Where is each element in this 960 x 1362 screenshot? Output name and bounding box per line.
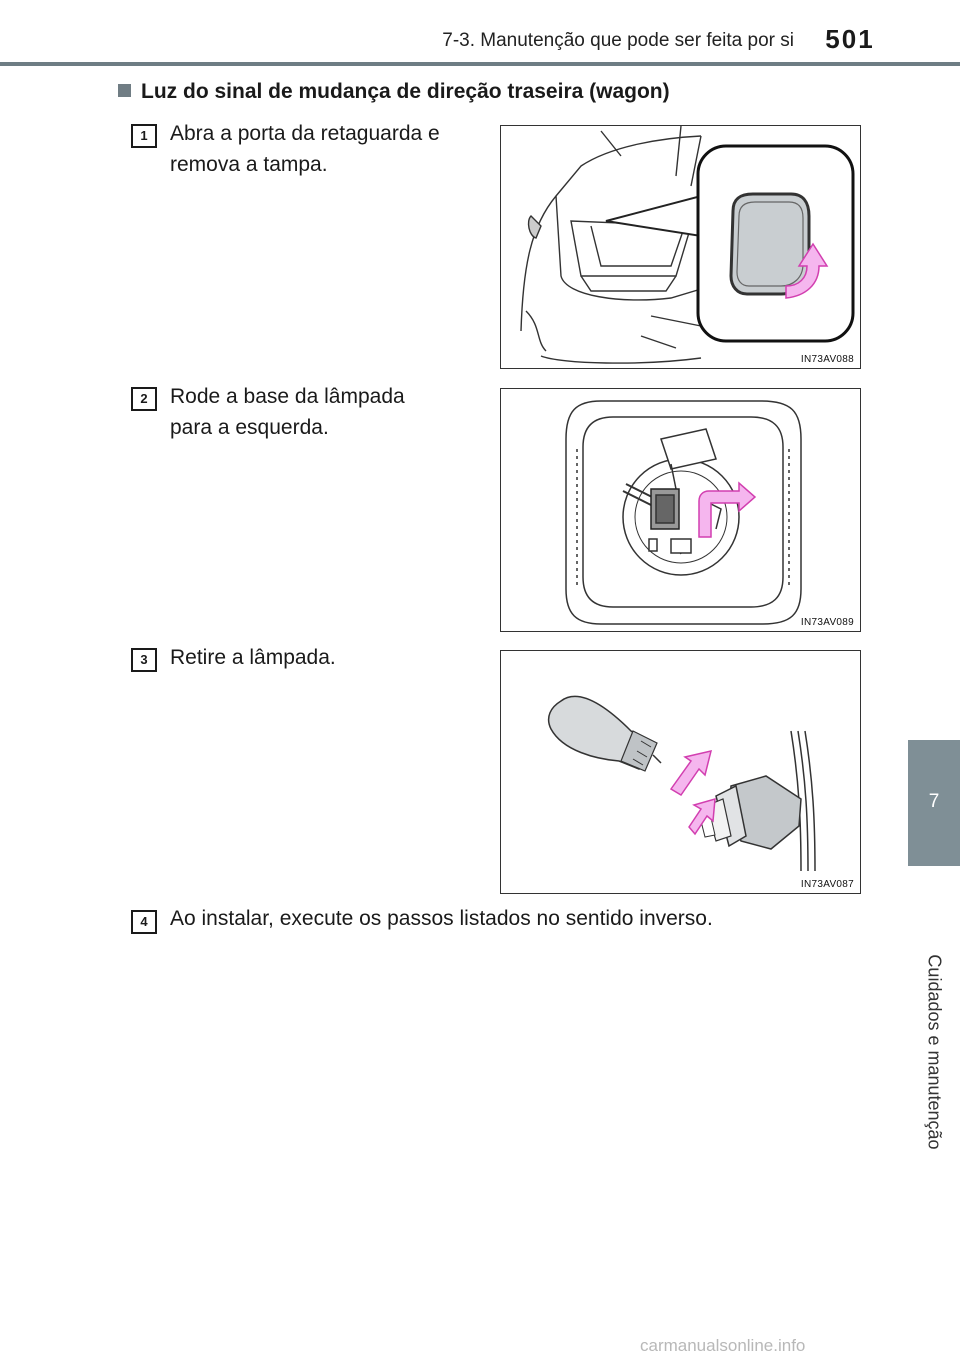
step-4-line-1: Ao instalar, execute os passos listados no sentido inverso. [170,907,713,930]
step-text-4 [170,903,713,934]
section-title-text: Luz do sinal de mudança de direção traseira (wagon) [141,80,670,103]
footer-watermark: carmanualsonline.info [640,1336,806,1355]
running-header-section: 7-3. Manutenção que pode ser feita por si [442,30,794,51]
figure-code-3: IN73AV087 [800,879,854,890]
square-bullet-icon [118,84,131,97]
step-1-line-1: Abra a porta da retaguarda e [170,122,440,145]
figure-code-1: IN73AV088 [800,354,854,365]
page-number: 501 [825,24,875,54]
step-2-line-1: Rode a base da lâmpada [170,385,405,408]
bulb-socket-illustration [501,389,861,632]
chapter-title: Cuidados e manutenção [924,954,945,1150]
rear-hatch-illustration [501,126,861,369]
step-number-4: 4 [131,910,157,934]
step-3-line-1: Retire a lâmpada. [170,646,336,669]
step-text-2 [170,381,405,443]
step-2-line-2: para a esquerda. [170,416,329,439]
chapter-number: 7 [928,791,940,812]
step-number-3: 3 [131,648,157,672]
figure-rotate-bulb-base [500,388,861,632]
figure-open-back-door [500,125,861,369]
figure-remove-bulb [500,650,861,894]
step-text-3 [170,642,336,673]
figure-code-2: IN73AV089 [800,617,854,628]
step-number-2: 2 [131,387,157,411]
step-text-1 [170,118,440,180]
bulb-removal-illustration [501,651,861,894]
chapter-tab [908,740,960,866]
step-number-1: 1 [131,124,157,148]
step-1-line-2: remova a tampa. [170,153,328,176]
header-rule [0,62,960,66]
section-title [118,80,670,104]
